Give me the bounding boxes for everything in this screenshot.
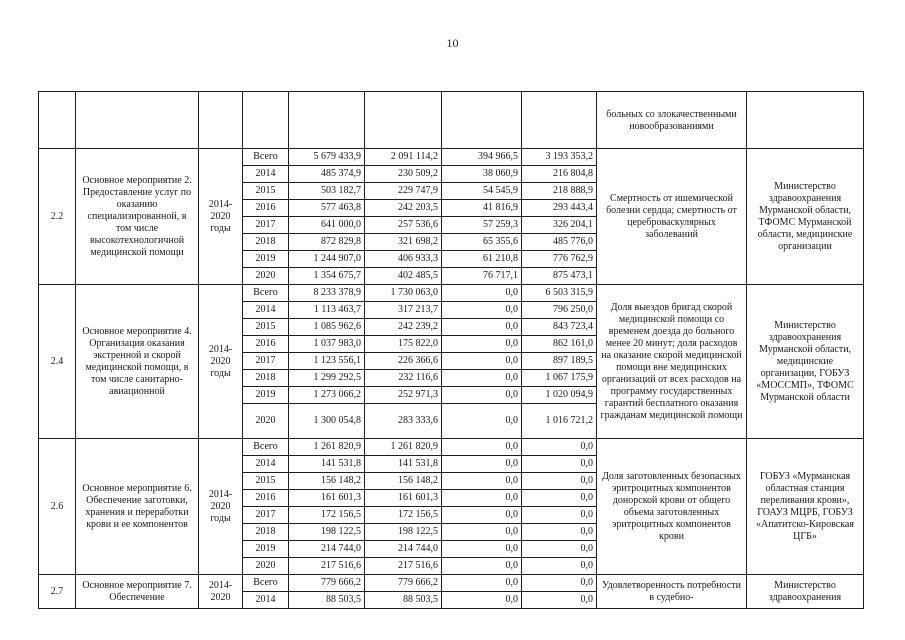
value-cell: 1 261 820,9 (365, 439, 442, 456)
value-cell: 217 516,6 (365, 558, 442, 575)
year-cell: 2016 (243, 200, 289, 217)
value-cell: 38 060,9 (442, 166, 522, 183)
total-cell: 1 244 907,0 (289, 251, 365, 268)
period-cell: 2014-2020 годы (199, 439, 243, 575)
value-cell: 0,0 (442, 558, 522, 575)
total-cell: 1 300 054,8 (289, 404, 365, 439)
year-cell: 2020 (243, 404, 289, 439)
table-body (39, 92, 864, 609)
value-cell: 257 536,6 (365, 217, 442, 234)
value-cell: 0,0 (442, 439, 522, 456)
year-cell: 2020 (243, 558, 289, 575)
measure-name-cell: Основное мероприятие 2. Предоставление услуг по оказанию специализированной, в том числе высокотехнологичной медицинской помощи (76, 149, 199, 285)
value-cell: 229 747,9 (365, 183, 442, 200)
program-table (38, 91, 864, 609)
value-cell: 3 193 353,2 (522, 149, 597, 166)
total-cell: 156 148,2 (289, 473, 365, 490)
value-cell: 1 067 175,9 (522, 370, 597, 387)
year-cell: Всего (243, 439, 289, 456)
year-cell: Всего (243, 149, 289, 166)
total-cell: 1 037 983,0 (289, 336, 365, 353)
value-cell: 230 509,2 (365, 166, 442, 183)
year-cell: 2019 (243, 251, 289, 268)
value-cell: 0,0 (522, 558, 597, 575)
value-cell: 232 116,6 (365, 370, 442, 387)
total-cell: 1 123 556,1 (289, 353, 365, 370)
value-cell: 218 888,9 (522, 183, 597, 200)
total-cell: 217 516,6 (289, 558, 365, 575)
year-cell: Всего (243, 285, 289, 302)
item-number-cell: 2.7 (39, 575, 76, 609)
value-cell: 156 148,2 (365, 473, 442, 490)
value-cell: 6 503 315,9 (522, 285, 597, 302)
total-cell: 5 679 433,9 (289, 149, 365, 166)
value-cell: 321 698,2 (365, 234, 442, 251)
value-cell: 0,0 (522, 473, 597, 490)
total-cell: 214 744,0 (289, 541, 365, 558)
cell-empty (522, 92, 597, 149)
measure-name-cell: Основное мероприятие 4. Организация оказания экстренной и скорой медицинской помощи, в том числе санитарно-авиационной (76, 285, 199, 439)
period-cell: 2014-2020 годы (199, 149, 243, 285)
value-cell: 776 762,9 (522, 251, 597, 268)
period-cell: 2014-2020 (199, 575, 243, 609)
total-cell: 88 503,5 (289, 592, 365, 609)
value-cell: 0,0 (442, 524, 522, 541)
year-cell: 2017 (243, 217, 289, 234)
value-cell: 862 161,0 (522, 336, 597, 353)
value-cell: 0,0 (442, 456, 522, 473)
year-cell: 2014 (243, 166, 289, 183)
value-cell: 198 122,5 (365, 524, 442, 541)
value-cell: 0,0 (442, 353, 522, 370)
value-cell: 0,0 (522, 490, 597, 507)
measure-name-cell: Основное мероприятие 7. Обеспечение (76, 575, 199, 609)
total-cell: 577 463,8 (289, 200, 365, 217)
cell-empty (365, 92, 442, 149)
value-cell: 293 443,4 (522, 200, 597, 217)
total-cell: 1 085 962,6 (289, 319, 365, 336)
year-cell: 2019 (243, 541, 289, 558)
value-cell: 779 666,2 (365, 575, 442, 592)
value-cell: 161 601,3 (365, 490, 442, 507)
total-cell: 1 354 675,7 (289, 268, 365, 285)
year-cell: 2019 (243, 387, 289, 404)
value-cell: 141 531,8 (365, 456, 442, 473)
value-cell: 0,0 (522, 541, 597, 558)
year-cell: 2016 (243, 490, 289, 507)
value-cell: 875 473,1 (522, 268, 597, 285)
value-cell: 283 333,6 (365, 404, 442, 439)
value-cell: 172 156,5 (365, 507, 442, 524)
value-cell: 252 971,3 (365, 387, 442, 404)
executor-cell: Министерство здравоохранения Мурманской области, медицинские организации, ГОБУЗ «МОССМП», ТФОМС Мурманской области (747, 285, 864, 439)
value-cell: 0,0 (522, 575, 597, 592)
year-cell: 2016 (243, 336, 289, 353)
year-cell: 2014 (243, 592, 289, 609)
year-cell: 2018 (243, 234, 289, 251)
value-cell: 0,0 (442, 404, 522, 439)
value-cell: 406 933,3 (365, 251, 442, 268)
total-cell: 172 156,5 (289, 507, 365, 524)
cell-empty (442, 92, 522, 149)
cell-empty (39, 92, 76, 149)
year-cell: 2015 (243, 319, 289, 336)
year-cell: Всего (243, 575, 289, 592)
item-number-cell: 2.6 (39, 439, 76, 575)
value-cell: 897 189,5 (522, 353, 597, 370)
value-cell: 0,0 (442, 490, 522, 507)
cell-empty (289, 92, 365, 149)
total-cell: 198 122,5 (289, 524, 365, 541)
total-cell: 8 233 378,9 (289, 285, 365, 302)
cell-empty (76, 92, 199, 149)
year-cell: 2020 (243, 268, 289, 285)
indicator-cell: больных со злокачественными новообразованиями (597, 92, 747, 149)
table-row (39, 575, 864, 592)
value-cell: 216 804,8 (522, 166, 597, 183)
value-cell: 0,0 (442, 592, 522, 609)
table-row (39, 439, 864, 456)
total-cell: 161 601,3 (289, 490, 365, 507)
total-cell: 1 299 292,5 (289, 370, 365, 387)
value-cell: 242 203,5 (365, 200, 442, 217)
value-cell: 226 366,6 (365, 353, 442, 370)
year-cell: 2015 (243, 473, 289, 490)
total-cell: 485 374,9 (289, 166, 365, 183)
year-cell: 2014 (243, 456, 289, 473)
value-cell: 41 816,9 (442, 200, 522, 217)
total-cell: 503 182,7 (289, 183, 365, 200)
value-cell: 843 723,4 (522, 319, 597, 336)
indicator-cell: Доля выездов бригад скорой медицинской помощи со временем доезда до больного менее 20 минут; доля расходов на оказание скорой медицинской помощи вне медицинских организаций от всех расходов на программу государственных гарантий бесплатного оказания гражданам медицинской помощи (597, 285, 747, 439)
value-cell: 0,0 (522, 524, 597, 541)
total-cell: 1 113 463,7 (289, 302, 365, 319)
value-cell: 57 259,3 (442, 217, 522, 234)
page-number: 10 (446, 36, 459, 50)
indicator-cell: Смертность от ишемической болезни сердца; смертность от цереброваскулярных заболеваний (597, 149, 747, 285)
value-cell: 214 744,0 (365, 541, 442, 558)
value-cell: 65 355,6 (442, 234, 522, 251)
indicator-cell: Удовлетворенность потребности в судебно- (597, 575, 747, 609)
value-cell: 76 717,1 (442, 268, 522, 285)
value-cell: 0,0 (442, 473, 522, 490)
year-cell: 2017 (243, 353, 289, 370)
value-cell: 2 091 114,2 (365, 149, 442, 166)
value-cell: 0,0 (442, 541, 522, 558)
value-cell: 0,0 (442, 285, 522, 302)
value-cell: 402 485,5 (365, 268, 442, 285)
period-cell: 2014-2020 годы (199, 285, 243, 439)
value-cell: 796 250,0 (522, 302, 597, 319)
value-cell: 0,0 (442, 336, 522, 353)
cell-empty (747, 92, 864, 149)
value-cell: 0,0 (442, 387, 522, 404)
value-cell: 0,0 (442, 319, 522, 336)
value-cell: 0,0 (442, 507, 522, 524)
value-cell: 0,0 (442, 575, 522, 592)
value-cell: 0,0 (522, 592, 597, 609)
total-cell: 1 273 066,2 (289, 387, 365, 404)
value-cell: 1 730 063,0 (365, 285, 442, 302)
value-cell: 394 966,5 (442, 149, 522, 166)
value-cell: 0,0 (442, 302, 522, 319)
total-cell: 641 000,0 (289, 217, 365, 234)
year-cell: 2018 (243, 370, 289, 387)
value-cell: 61 210,8 (442, 251, 522, 268)
total-cell: 141 531,8 (289, 456, 365, 473)
value-cell: 1 020 094,9 (522, 387, 597, 404)
value-cell: 242 239,2 (365, 319, 442, 336)
year-cell: 2017 (243, 507, 289, 524)
value-cell: 175 822,0 (365, 336, 442, 353)
executor-cell: Министерство здравоохранения Мурманской области, ТФОМС Мурманской области, медицинские организации (747, 149, 864, 285)
value-cell: 485 776,0 (522, 234, 597, 251)
table-row (39, 149, 864, 166)
value-cell: 54 545,9 (442, 183, 522, 200)
value-cell: 0,0 (522, 507, 597, 524)
total-cell: 1 261 820,9 (289, 439, 365, 456)
cell-empty (199, 92, 243, 149)
table-row-top (39, 92, 864, 149)
year-cell: 2015 (243, 183, 289, 200)
cell-empty (243, 92, 289, 149)
value-cell: 0,0 (522, 456, 597, 473)
value-cell: 326 204,1 (522, 217, 597, 234)
executor-cell: ГОБУЗ «Мурманская областная станция переливания крови», ГОАУЗ МЦРБ, ГОБУЗ «Апатитско-Кировская ЦГБ» (747, 439, 864, 575)
year-cell: 2014 (243, 302, 289, 319)
total-cell: 872 829,8 (289, 234, 365, 251)
total-cell: 779 666,2 (289, 575, 365, 592)
executor-cell: Министерство здравоохранения (747, 575, 864, 609)
item-number-cell: 2.2 (39, 149, 76, 285)
value-cell: 1 016 721,2 (522, 404, 597, 439)
item-number-cell: 2.4 (39, 285, 76, 439)
value-cell: 0,0 (442, 370, 522, 387)
value-cell: 0,0 (522, 439, 597, 456)
table-row (39, 285, 864, 302)
value-cell: 88 503,5 (365, 592, 442, 609)
indicator-cell: Доля заготовленных безопасных эритроцитных компонентов донорской крови от общего объема заготовленных эритроцитных компонентов крови (597, 439, 747, 575)
value-cell: 317 213,7 (365, 302, 442, 319)
measure-name-cell: Основное мероприятие 6. Обеспечение заготовки, хранения и переработки крови и ее компонентов (76, 439, 199, 575)
year-cell: 2018 (243, 524, 289, 541)
